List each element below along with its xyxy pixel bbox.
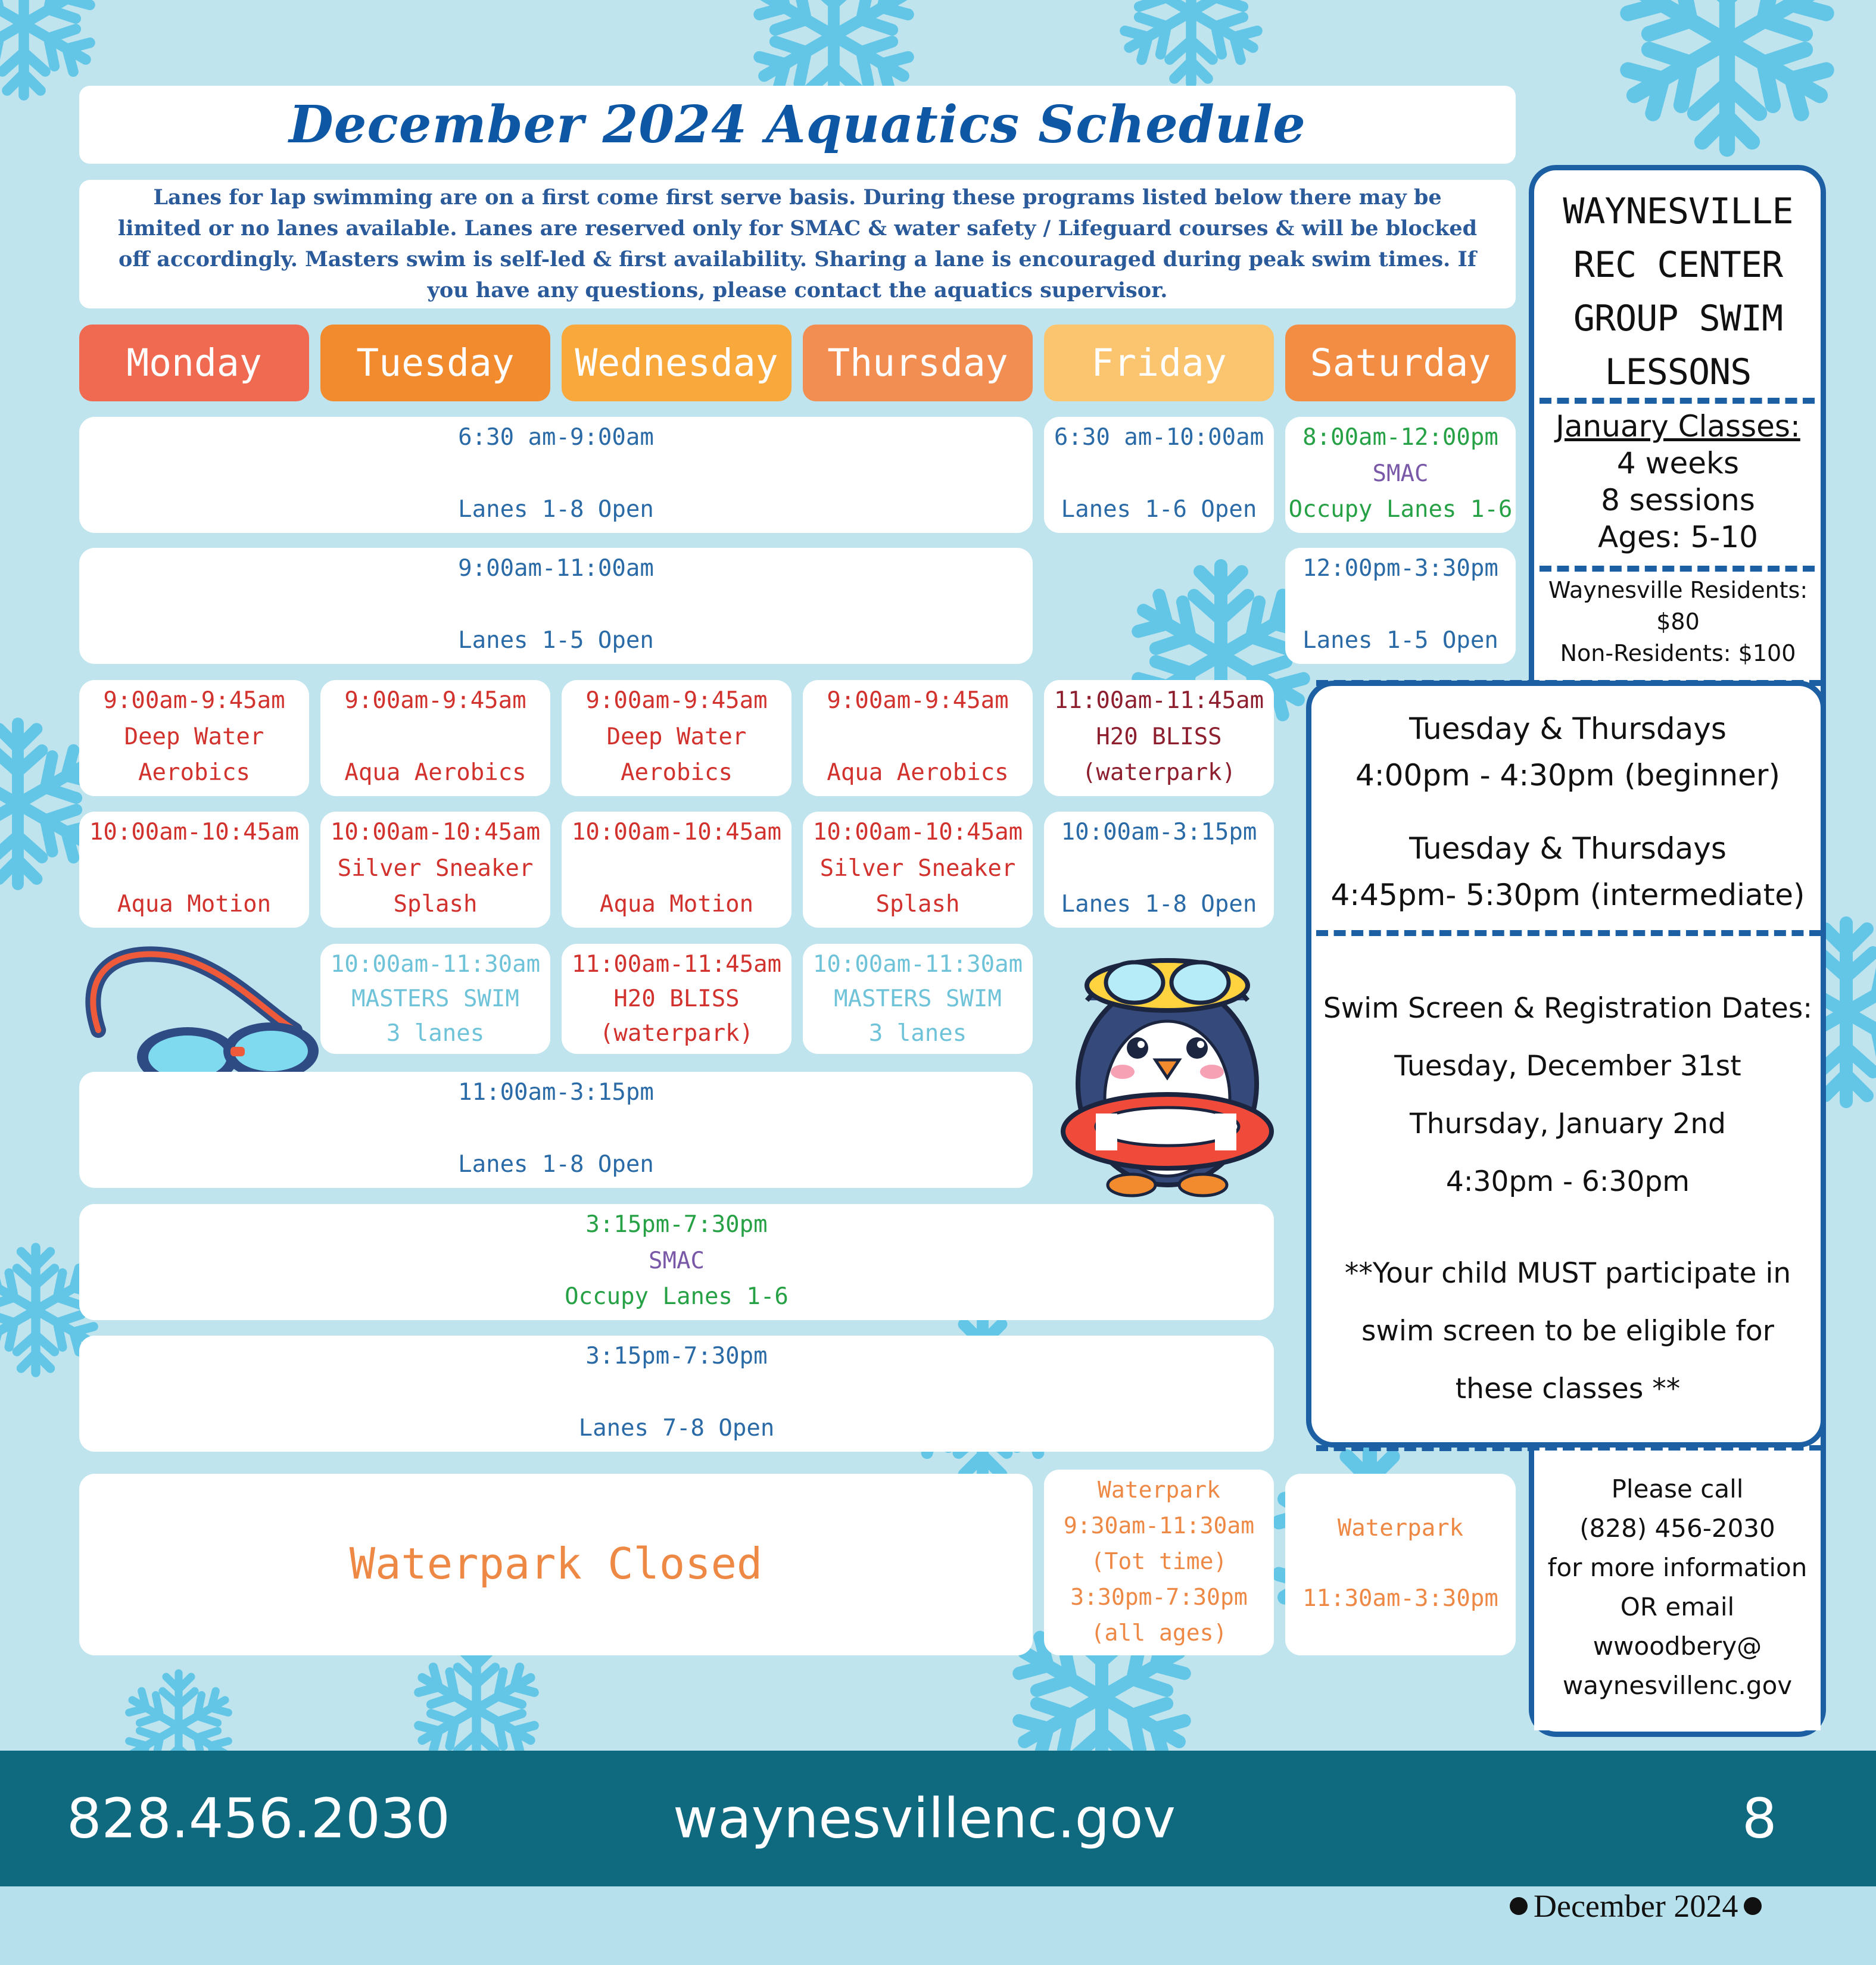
block-time: 9:00am-9:45am [827,687,1009,714]
lessons-header-line: WAYNESVILLE [1563,191,1793,232]
block-line2: 3 lanes [868,1020,967,1047]
intro-text: Lanes for lap swimming are on a first come first serve basis. During these programs listed below there may be limited or no lanes available. Lanes are reserved only for SMAC & water safety / Lifeguard courses & will be blocked off accordingly. Masters swim is self-led & first availability. Sharing a lane is encouraged during peak swim times. If you have any questions, please contact the aquatics supervisor. [79,180,1516,308]
session1-days: Tuesday & Thursdays [1409,712,1727,746]
classes-line: Ages: 5-10 [1598,520,1758,554]
footer-phone[interactable]: 828.456.2030 [67,1786,450,1851]
contact-email-domain[interactable]: waynesvillenc.gov [1562,1671,1793,1700]
classes-info [1537,408,1819,556]
classes-title: January Classes: [1556,409,1800,444]
block-time: 9:00am-9:45am [585,687,768,714]
block-time: 3:15pm-7:30pm [585,1211,768,1238]
block-time: 3:15pm-7:30pm [585,1343,768,1370]
block-line2: Splash [875,891,960,918]
block-line1: Silver Sneaker [819,854,1016,882]
registration-info [1316,980,1819,1211]
block-name: SMAC [1372,460,1429,487]
notice-line: these classes ** [1455,1373,1681,1405]
schedule-block-mon-motion [79,812,309,928]
block-name: Aqua Motion [599,891,754,918]
block-time: 6:30 am-9:00am [458,424,654,451]
block-line2: Aerobics [138,759,250,786]
contact-info [1534,1470,1821,1705]
waterpark-title: Waterpark [1098,1477,1220,1503]
pricing-line: $80 [1656,609,1700,635]
block-time: 11:00am-11:45am [571,951,782,978]
schedule-block-sat-mid [1285,548,1516,664]
bullet-dot-icon [1510,1897,1528,1915]
lessons-header [1537,185,1819,399]
contact-phone[interactable]: (828) 456-2030 [1579,1514,1775,1543]
block-note: Lanes 7-8 Open [578,1415,775,1442]
block-line2: 3 lanes [386,1020,485,1047]
footer-bar [0,1751,1876,1886]
block-line2: Splash [393,891,478,918]
contact-line: Please call [1611,1474,1744,1504]
waterpark-title: Waterpark [1337,1514,1464,1542]
block-line2: (waterpark) [1082,759,1236,786]
divider [1316,680,1821,686]
waterpark-time1: 9:30am-11:30am [1063,1512,1255,1539]
schedule-block-sat-early [1285,417,1516,533]
day-header-saturday: Saturday [1285,325,1516,401]
day-header-monday: Monday [79,325,309,401]
block-note: Occupy Lanes 1-6 [565,1283,789,1310]
block-time: 10:00am-10:45am [89,819,300,846]
schedule-block-mon-aerobics [79,680,309,796]
snowflake-icon [0,0,96,95]
block-note: Lanes 1-8 Open [458,496,654,523]
block-note: Lanes 1-5 Open [1302,627,1498,654]
contact-line: OR email [1620,1592,1735,1621]
block-name: SMAC [649,1247,705,1274]
block-line1: Deep Water [124,723,264,750]
block-time: 10:00am-3:15pm [1061,819,1257,846]
block-time: 9:00am-11:00am [458,555,654,582]
eligibility-notice [1316,1244,1819,1418]
block-name: Aqua Aerobics [827,759,1009,786]
block-time: 11:00am-11:45am [1054,687,1264,714]
waterpark-note1: (Tot time) [1090,1548,1227,1574]
block-line1: H20 BLISS [1096,723,1222,750]
date-label [1510,1886,1762,1926]
contact-email[interactable]: wwoodbery@ [1593,1632,1762,1661]
schedule-block-thu-aerobics [803,680,1033,796]
divider [1316,930,1821,936]
schedule-block-fri-waterpark [1044,1470,1274,1655]
footer-website[interactable]: waynesvillenc.gov [673,1786,1176,1851]
block-note: Lanes 1-8 Open [458,1151,654,1178]
block-time: 10:00am-11:30am [330,951,541,978]
session2-time: 4:45pm- 5:30pm (intermediate) [1330,878,1805,912]
divider [1540,566,1815,572]
block-time: 10:00am-10:45am [330,819,541,846]
block-time: 6:30 am-10:00am [1054,424,1264,451]
schedule-block-mon-thu-late [79,1072,1033,1188]
pricing-line: Non-Residents: $100 [1560,640,1796,666]
block-time: 8:00am-12:00pm [1302,424,1498,451]
day-header-thursday: Thursday [803,325,1033,401]
lessons-header-line: GROUP SWIM [1573,298,1783,339]
block-note: Occupy Lanes 1-6 [1288,496,1513,523]
registration-line: Tuesday, December 31st [1394,1050,1741,1083]
schedule-block-wed-bliss [562,944,791,1054]
lessons-header-line: REC CENTER [1573,244,1783,286]
schedule-block-wed-motion [562,812,791,928]
block-time: 10:00am-10:45am [571,819,782,846]
day-header-friday: Friday [1044,325,1274,401]
schedule-block-fri-bliss [1044,680,1274,796]
registration-line: 4:30pm - 6:30pm [1445,1165,1690,1198]
session-times [1316,706,1819,918]
block-time: 11:00am-3:15pm [458,1079,654,1106]
waterpark-closed-block [79,1474,1033,1655]
schedule-block-evening-lanes [79,1336,1274,1452]
schedule-block-sat-waterpark [1285,1474,1516,1655]
schedule-block-mon-thu-early [79,417,1033,533]
schedule-block-thu-sneaker [803,812,1033,928]
waterpark-note2: (all ages) [1090,1620,1227,1646]
block-name: Aqua Motion [117,891,272,918]
block-time: 12:00pm-3:30pm [1302,555,1498,582]
contact-line: for more information [1547,1553,1808,1582]
block-note: Lanes 1-8 Open [1061,891,1257,918]
notice-line: swim screen to be eligible for [1361,1315,1774,1348]
divider [1540,398,1815,404]
schedule-block-tue-sneaker [320,812,550,928]
session1-time: 4:00pm - 4:30pm (beginner) [1355,758,1780,793]
date-text: December 2024 [1534,1888,1738,1924]
snowflake-icon [1118,0,1264,83]
block-note: Lanes 1-6 Open [1061,496,1257,523]
block-line2: Aerobics [621,759,733,786]
block-time: 10:00am-10:45am [812,819,1023,846]
waterpark-time2: 3:30pm-7:30pm [1070,1584,1248,1610]
schedule-block-fri-early [1044,417,1274,533]
schedule-block-thu-masters [803,944,1033,1054]
schedule-block-tue-aerobics [320,680,550,796]
waterpark-closed-label: Waterpark Closed [349,1538,763,1589]
registration-line: Thursday, January 2nd [1409,1108,1727,1140]
classes-line: 8 sessions [1601,483,1755,517]
pricing-line: Waynesville Residents: [1548,577,1808,603]
page-title: December 2024 Aquatics Schedule [79,86,1516,164]
block-time: 9:00am-9:45am [344,687,526,714]
snowflake-icon [1618,0,1836,149]
classes-line: 4 weeks [1616,446,1740,481]
block-name: Aqua Aerobics [344,759,526,786]
block-line1: MASTERS SWIM [834,985,1002,1012]
lessons-header-line: LESSONS [1604,351,1752,393]
block-time: 10:00am-11:30am [812,951,1023,978]
notice-line: **Your child MUST participate in [1344,1257,1791,1290]
page-number: 8 [1742,1786,1777,1851]
block-line1: Deep Water [606,723,747,750]
bullet-dot-icon [1744,1897,1762,1915]
block-line1: H20 BLISS [613,985,740,1012]
block-line2: (waterpark) [599,1020,754,1047]
block-time: 9:00am-9:45am [103,687,285,714]
block-line1: MASTERS SWIM [351,985,519,1012]
penguin-icon [1054,929,1280,1203]
block-note: Lanes 1-5 Open [458,627,654,654]
day-header-wednesday: Wednesday [562,325,791,401]
day-header-tuesday: Tuesday [320,325,550,401]
schedule-block-tue-masters [320,944,550,1054]
block-line1: Silver Sneaker [337,854,534,882]
schedule-block-evening-smac [79,1204,1274,1320]
pricing-info [1537,575,1819,669]
registration-line: Swim Screen & Registration Dates: [1323,992,1813,1025]
session2-days: Tuesday & Thursdays [1409,831,1727,866]
schedule-block-wed-aerobics [562,680,791,796]
schedule-block-fri-mid [1044,812,1274,928]
schedule-block-mon-thu-mid [79,548,1033,664]
waterpark-time: 11:30am-3:30pm [1302,1585,1498,1612]
